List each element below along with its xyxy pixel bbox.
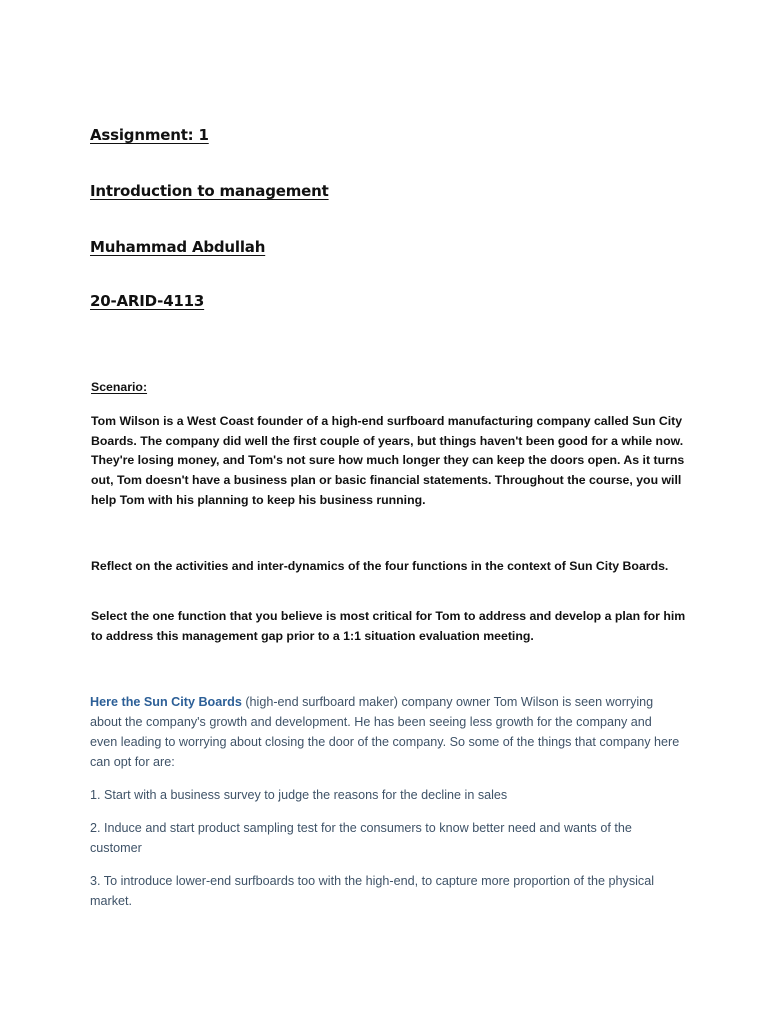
answer-intro-paragraph (90, 692, 680, 772)
course-title: Introduction to management (90, 182, 329, 200)
answer-lead: Here the Sun City Boards (90, 695, 242, 709)
select-question: Select the one function that you believe is most critical for Tom to address and develop a plan for him to address this management gap prior to a 1:1 situation evaluation meeting. (91, 609, 686, 643)
reflect-question: Reflect on the activities and inter-dynamics of the four functions in the context of Sun City Boards. (91, 559, 669, 573)
assignment-title: Assignment: 1 (90, 126, 209, 144)
scenario-paragraph: Tom Wilson is a West Coast founder of a high-end surfboard manufacturing company called Sun City Boards. The company did well the first couple of years, but things haven't been good for a while now. They're losing money, and Tom's not sure how much longer they can keep the doors open. As it turns out, Tom doesn't have a business plan or basic financial statements. Throughout the course, you will help Tom with his planning to keep his business running. (91, 414, 685, 507)
student-id: 20-ARID-4113 (90, 292, 205, 310)
student-name: Muhammad Abdullah (90, 238, 266, 256)
answer-list-item-3: 3. To introduce lower-end surfboards too with the high-end, to capture more proportion of the physical market. (90, 874, 655, 908)
answer-list-item-2: 2. Induce and start product sampling test for the consumers to know better need and wants of the customer (90, 821, 632, 855)
answer-intro-text: (high-end surfboard maker) company owner Tom Wilson is seen worrying about the company's growth and development. He has been seeing less growth for the company and even leading to worrying about closing the door of the company. So some of the things that company here can opt for are: (90, 695, 680, 769)
answer-list-item-1: 1. Start with a business survey to judge the reasons for the decline in sales (90, 788, 508, 802)
scenario-label: Scenario: (91, 380, 148, 394)
